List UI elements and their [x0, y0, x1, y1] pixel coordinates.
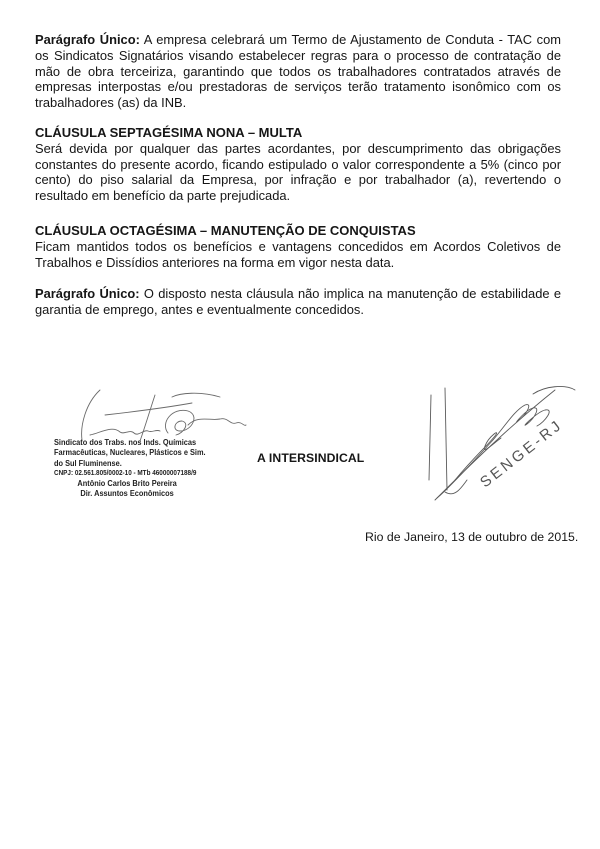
stamp-signatory-title: Dir. Assuntos Econômicos — [80, 488, 174, 499]
clause-text: Ficam mantidos todos os benefícios e vantagens concedidos em Acordos Coletivos de Trabalhos e Dissídios anteriores na forma em vigor nesta data. — [35, 238, 561, 270]
paragraph-lead: Parágrafo Único: — [35, 286, 140, 301]
paragraph-lead: Parágrafo Único: — [35, 32, 140, 47]
paragraph-text: A empresa celebrará um Termo de Ajustamento de Conduta - TAC com os Sindicatos Signatários visando estabelecer regras para o processo de contratação de mão de obra terceiriza, garantindo que todos os trabalhadores contratados através de empresas interpostas e/ou prestadoras de serviços terão tratamento isonômico com os trabalhadores (as) da INB. — [35, 32, 561, 111]
clause-80 — [35, 223, 561, 270]
stamp-line: do Sul Fluminense. — [54, 457, 122, 468]
signature-left — [60, 385, 250, 445]
stamp-cnpj: CNPJ: 02.561.805/0002-10 - MTb 46000007188/9 — [54, 467, 197, 477]
stamp-signatory-name: Antônio Carlos Brito Pereira — [77, 478, 177, 489]
clause-text: Será devida por qualquer das partes acordantes, por descumprimento das obrigações constantes do presente acordo, ficando estipulado o valor correspondente a 5% (cinco por cento) do piso salarial da Empresa, por infração e por trabalhador (a), revertendo o resultado em benefício da parte prejudicada. — [35, 140, 561, 204]
stamp-line: Farmacêuticas, Nucleares, Plásticos e Sim. — [54, 447, 206, 458]
clause-79 — [35, 125, 561, 204]
paragraph-unico-1 — [35, 32, 561, 111]
clause-heading: CLÁUSULA OCTAGÉSIMA – MANUTENÇÃO DE CONQUISTAS — [35, 223, 416, 238]
union-stamp — [54, 437, 217, 499]
stamp-line: Sindicato dos Trabs. nos Inds. Químicas — [54, 437, 197, 447]
clause-heading: CLÁUSULA SEPTAGÉSIMA NONA – MULTA — [35, 125, 303, 140]
signature-annotation: SENGE-RJ — [476, 416, 567, 492]
paragraph-text: O disposto nesta cláusula não implica na manutenção de estabilidade e garantia de emprego, antes e eventualmente concedidos. — [35, 286, 561, 317]
date-line: Rio de Janeiro, 13 de outubro de 2015. — [365, 530, 579, 544]
signatory-label: A INTERSINDICAL — [257, 451, 365, 465]
paragraph-unico-2 — [35, 286, 561, 318]
signature-right — [415, 380, 585, 515]
